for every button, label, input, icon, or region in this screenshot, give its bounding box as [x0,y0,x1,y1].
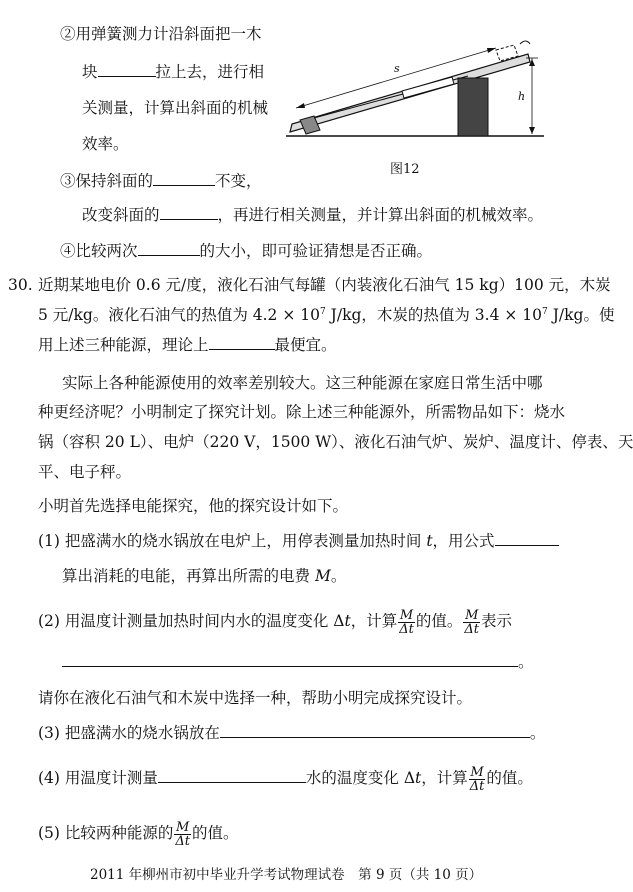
q30-line3: 用上述三种能源，理论上 最便宜。 [38,336,337,354]
q30-para4: 平、电子秤。 [38,463,132,481]
blank-step4[interactable] [138,241,200,256]
fraction-m-over-dt: $\frac{M}{\Delta t}$ [399,607,414,637]
q30-step1-line2: 算出消耗的电能，再算出所需的电费 M。 [62,567,347,585]
blank-cheapest[interactable] [209,335,275,350]
fraction-m-over-dt: $\frac{M}{\Delta t}$ [175,819,191,849]
step3-line2: 改变斜面的 ，再进行相关测量，并计算出斜面的机械效率。 [82,206,544,224]
q30-para5: 小明首先选择电能探究，他的探究设计如下。 [38,497,349,515]
step2-line4: 效率。 [82,135,129,153]
fraction-m-over-dt: $\frac{M}{\Delta t}$ [464,607,480,637]
label-h: h [518,90,526,103]
q30-step5: (5) 比较两种能源的 $\frac{M}{\Delta t}$ 的值。 [38,819,239,849]
step2-line2: 块 拉上去，进行相 [82,63,265,81]
q30-step4: (4) 用温度计测量 水的温度变化 Δt，计算 $\frac{M}{\Delta t}$ 的值。 [38,764,533,794]
q30-number: 30. [8,276,33,294]
q30-para6: 请你在液化石油气和木炭中选择一种，帮助小明完成探究设计。 [38,689,473,707]
step2-line3: 关测量，计算出斜面的机械 [82,99,269,117]
support-block [458,78,488,136]
q30-line2: 5 元/kg。液化石油气的热值为 $4.2 \times 10^7$ J/kg，木炭的热值为 $3.4 \times 10^7$ J/kg。使 [38,306,615,324]
q30-line1: 近期某地电价 0.6 元/度，液化石油气每罐（内装液化石油气 15 kg）100 元，木炭 [38,276,611,294]
blank-meaning[interactable] [62,652,518,667]
q30-step2-line2: 。 [62,652,534,672]
blank-step3b[interactable] [160,205,218,220]
label-s: s [394,62,400,75]
blank-stove[interactable] [220,723,530,738]
q30-para2: 种更经济呢？小明制定了探究计划。除上述三种能源外，所需物品如下：烧水 [38,403,566,421]
figure-caption: 图12 [390,162,420,177]
q30-step3: (3) 把盛满水的烧水锅放在 。 [38,724,546,742]
step4-line: ④比较两次 的大小，即可验证猜想是否正确。 [60,242,433,260]
step2-line1: ②用弹簧测力计沿斜面把一木 [60,25,262,43]
q30-para3: 锅（容积 20 L）、电炉（220 V，1500 W）、液化石油气炉、炭炉、温度计、停表、天 [38,433,633,451]
step3-line1: ③保持斜面的 不变， [60,172,262,190]
blank-step3a[interactable] [153,171,215,186]
spring-scale [402,77,454,98]
q30-step2-line1: (2) 用温度计测量加热时间内水的温度变化 Δt，计算 $\frac{M}{\Delta t}$ 的值。 $\frac{M}{\Delta t}$ 表示 [38,607,513,637]
blank-formula[interactable] [495,531,559,546]
blank-measure[interactable] [158,768,306,783]
q30-para1: 实际上各种能源使用的效率差别较大。这三种能源在家庭日常生活中哪 [62,374,543,392]
fraction-m-over-dt: $\frac{M}{\Delta t}$ [469,764,485,794]
page-footer: 2011 年柳州市初中毕业升学考试物理试卷 第 9 页（共 10 页） [90,867,483,883]
q30-step1-line1: (1) 把盛满水的烧水锅放在电炉上，用停表测量加热时间 t，用公式 [38,531,559,551]
figure-12-incline-diagram [282,28,552,154]
blank-step2[interactable] [98,62,156,77]
